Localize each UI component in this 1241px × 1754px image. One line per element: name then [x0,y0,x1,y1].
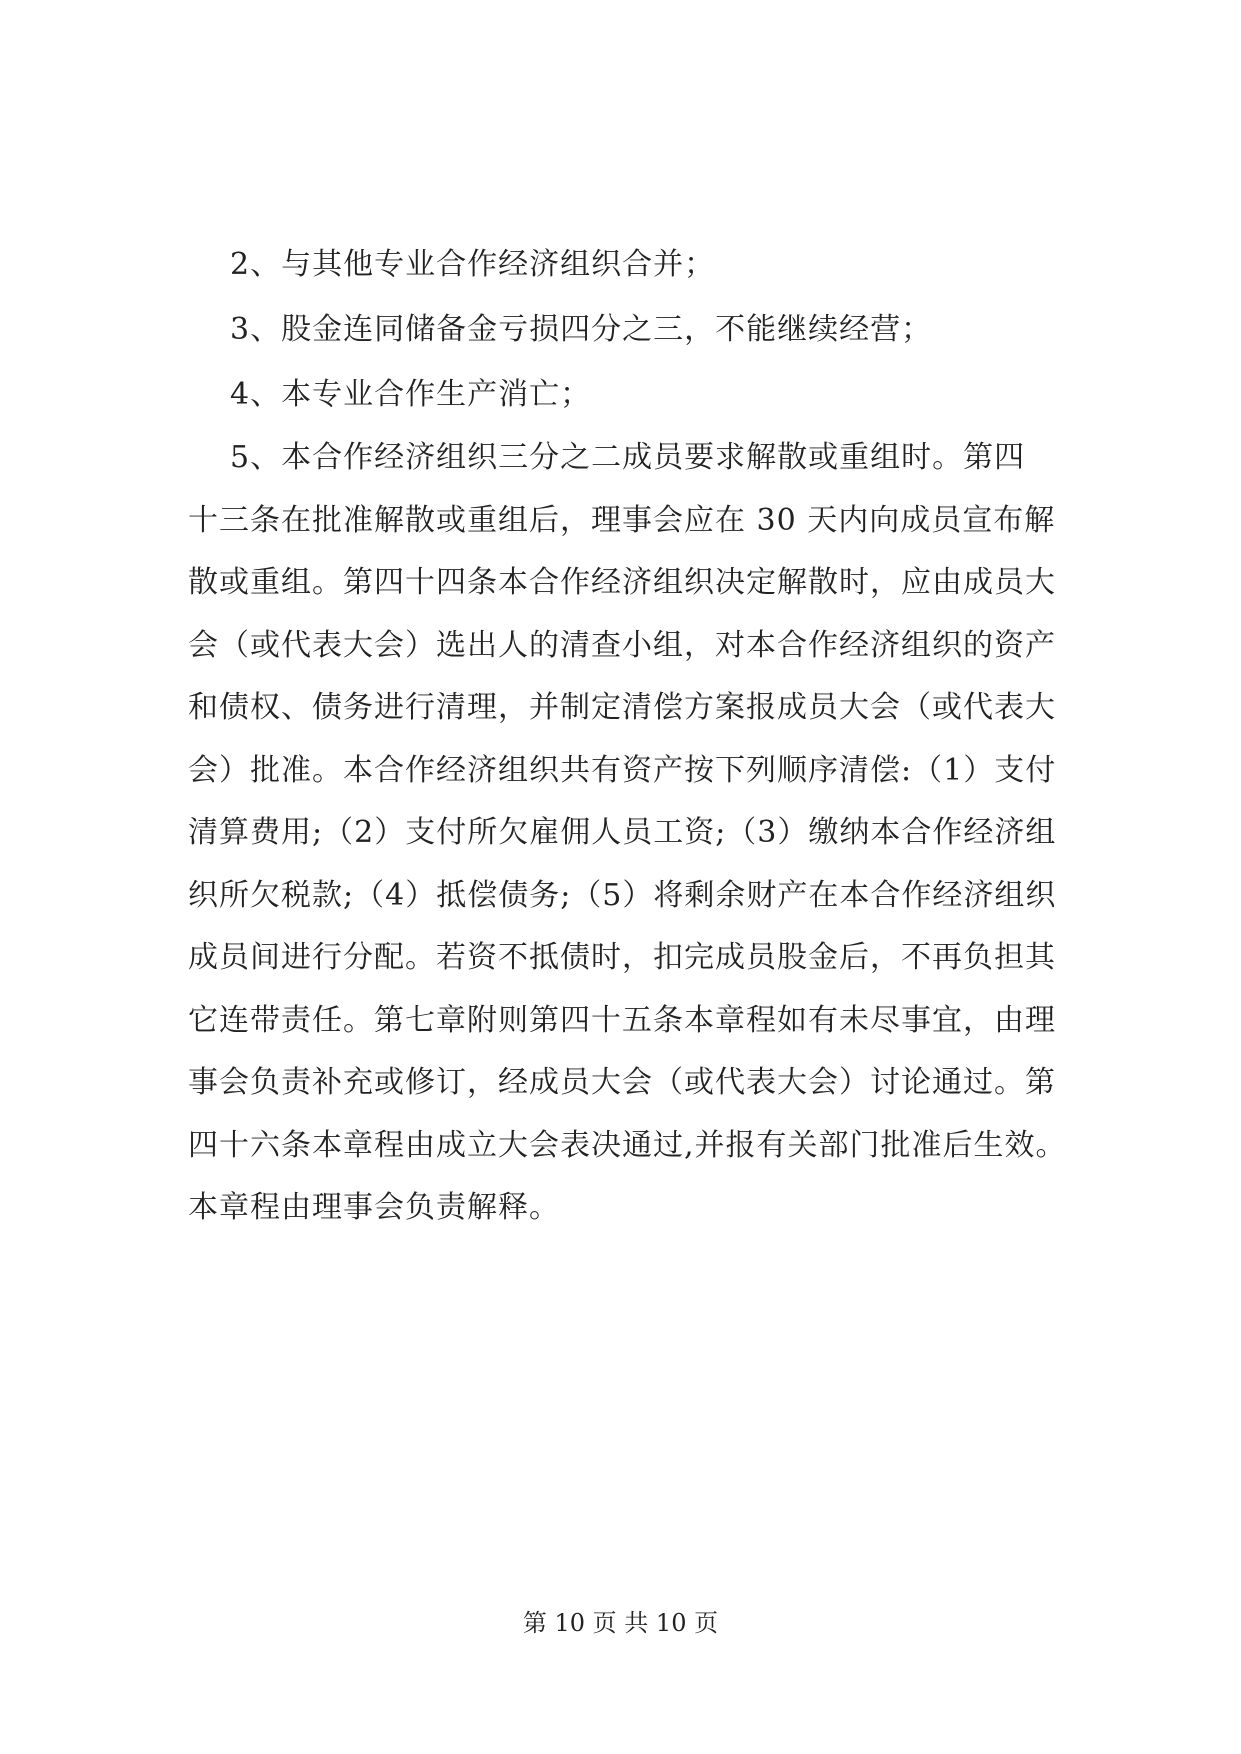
paragraph-line: 本章程由理事会负责解释。 [188,1190,560,1225]
paragraph-line: 十三条在批准解散或重组后，理事会应在 30 天内向成员宣布解 [188,502,1056,538]
page-number-footer: 第 10 页 共 10 页 [522,1609,719,1637]
paragraph-line: 成员间进行分配。若资不抵债时，扣完成员股金后，不再负担其 [188,940,1056,975]
list-item-4: 4、本专业合作生产消亡； [230,377,592,412]
paragraph-line: 和债权、债务进行清理，并制定清偿方案报成员大会（或代表大 [188,690,1056,725]
paragraph-line: 会（或代表大会）选出人的清查小组，对本合作经济组织的资产 [188,627,1056,663]
list-item-3: 3、股金连同储备金亏损四分之三，不能继续经营； [230,312,933,347]
paragraph-line: 织所欠税款;（4）抵偿债务;（5）将剩余财产在本合作经济组织 [188,877,1057,913]
paragraph-line: 5、本合作经济组织三分之二成员要求解散或重组时。第四 [230,440,1026,475]
paragraph-item-5 [188,427,1078,1240]
paragraph-line: 会）批准。本合作经济组织共有资产按下列顺序清偿:（1）支付 [188,752,1057,788]
paragraph-line: 四十六条本章程由成立大会表决通过,并报有关部门批准后生效。 [188,1127,1067,1163]
list-item-2: 2、与其他专业合作经济组织合并； [230,247,716,282]
paragraph-line: 散或重组。第四十四条本合作经济组织决定解散时，应由成员大 [188,565,1056,600]
paragraph-line: 清算费用;（2）支付所欠雇佣人员工资;（3）缴纳本合作经济组 [188,815,1057,850]
paragraph-line: 它连带责任。第七章附则第四十五条本章程如有未尽事宜，由理 [188,1002,1056,1038]
document-body [188,232,1078,1240]
paragraph-line: 事会负责补充或修订，经成员大会（或代表大会）讨论通过。第 [188,1065,1056,1100]
